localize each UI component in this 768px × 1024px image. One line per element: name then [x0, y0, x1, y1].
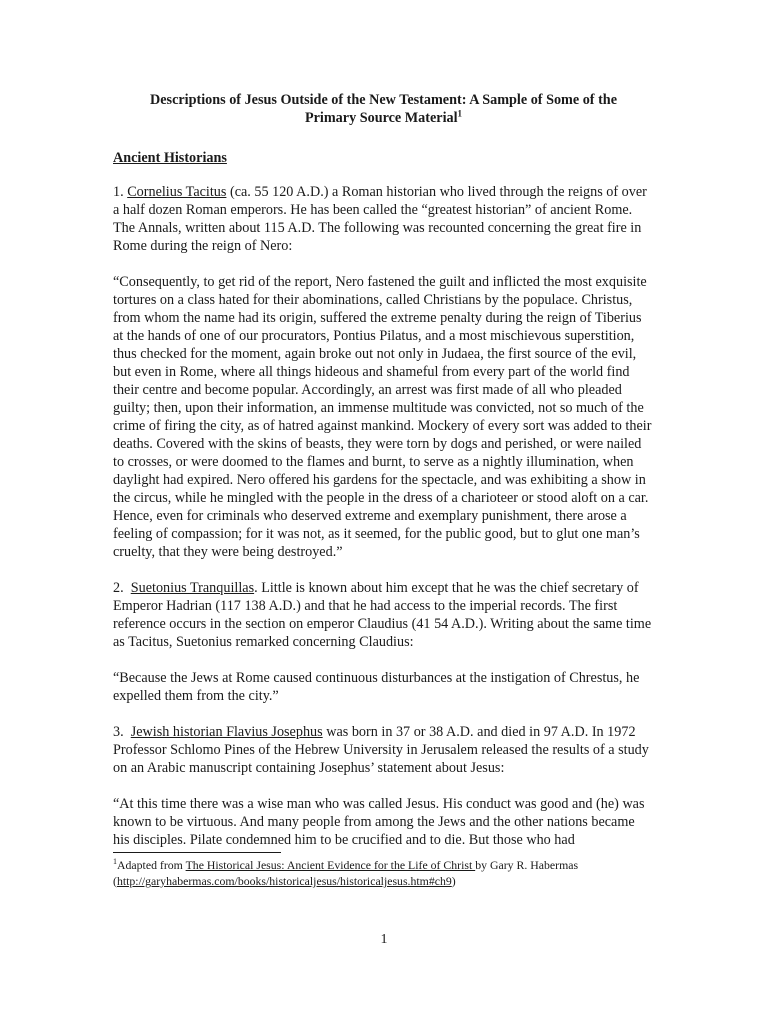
title-line-2: Primary Source Material: [304, 110, 458, 126]
document-title: [113, 91, 654, 127]
section-heading: Ancient Historians: [113, 150, 227, 166]
suetonius-quote: “Because the Jews at Rome caused continuous disturbances at the instigation of Chrestus, he expelled them from the city.”: [113, 670, 640, 704]
tacitus-paragraph: [113, 183, 654, 255]
title-footnote-mark: 1: [457, 108, 463, 119]
footnote-author: by Gary R. Habermas: [475, 858, 579, 872]
page-number: 1: [380, 932, 388, 947]
josephus-quote: “At this time there was a wise man who was called Jesus. His conduct was good and (he) was known to be virtuous. And many people from among the Jews and the other nations became his disciples. Pilate condemned him to be crucified and to die. But those who had: [113, 796, 645, 848]
suetonius-name: Suetonius Tranquillas: [130, 580, 255, 596]
page-content: [113, 91, 654, 867]
tacitus-name: Cornelius Tacitus: [127, 184, 227, 200]
josephus-name: Jewish historian Flavius Josephus: [130, 724, 323, 740]
josephus-number: 3.: [113, 724, 124, 740]
footnote-open-paren: (: [113, 874, 117, 888]
footnote: [113, 857, 654, 889]
footnote-book-title: The Historical Jesus: Ancient Evidence for the Life of Christ: [185, 858, 476, 872]
title-line-1: Descriptions of Jesus Outside of the New Testament: A Sample of Some of the: [150, 92, 617, 108]
suetonius-number: 2.: [113, 580, 124, 596]
josephus-paragraph: [113, 723, 654, 777]
footnote-url-link[interactable]: http://garyhabermas.com/books/historicaljesus/historicaljesus.htm#ch9: [116, 874, 452, 888]
footnote-mark: 1: [113, 857, 117, 867]
josephus-text: was born in 37 or 38 A.D. and died in 97 A.D. In 1972 Professor Schlomo Pines of the Hebrew University in Jerusalem released the results of a study on an Arabic manuscript containing Josephus’ statement about Jesus:: [113, 724, 649, 776]
tacitus-text: (ca. 55 120 A.D.) a Roman historian who lived through the reigns of over a half dozen Roman emperors. He has been called the “greatest historian” of ancient Rome. The Annals, written about 115 A.D. The following was recounted concerning the great fire in Rome during the reign of Nero:: [113, 184, 647, 254]
footnote-divider: [113, 852, 281, 853]
suetonius-text: . Little is known about him except that he was the chief secretary of Emperor Hadrian (117 138 A.D.) and that he had access to the imperial records. The first reference occurs in the section on emperor Claudius (41 54 A.D.). Writing about the same time as Tacitus, Suetonius remarked concerning Claudius:: [113, 580, 652, 650]
suetonius-paragraph: [113, 579, 654, 651]
footnote-close-paren: ): [451, 874, 456, 888]
footnote-prefix: Adapted from: [117, 858, 186, 872]
tacitus-number: 1.: [113, 184, 124, 200]
tacitus-quote: “Consequently, to get rid of the report, Nero fastened the guilt and inflicted the most exquisite tortures on a class hated for their abominations, called Christians by the populace. Christus, from whom the name had its origin, suffered the extreme penalty during the reign of Tiberius at the hands of one of our procurators, Pontius Pilatus, and a most mischievous superstition, thus checked for the moment, again broke out not only in Judaea, the first source of the evil, but even in Rome, where all things hideous and shameful from every part of the world find their centre and become popular. Accordingly, an arrest was first made of all who pleaded guilty; then, upon their information, an immense multitude was convicted, not so much of the crime of firing the city, as of hatred against mankind. Mockery of every sort was added to their deaths. Covered with the skins of beasts, they were torn by dogs and perished, or were nailed to crosses, or were doomed to the flames and burnt, to serve as a nightly illumination, when daylight had expired. Nero offered his gardens for the spectacle, and was exhibiting a show in the circus, while he mingled with the people in the dress of a charioteer or stood aloft on a car. Hence, even for criminals who deserved extreme and exemplary punishment, there arose a feeling of compassion; for it was not, as it seemed, for the public good, but to glut one man’s cruelty, that they were being destroyed.”: [113, 274, 652, 560]
